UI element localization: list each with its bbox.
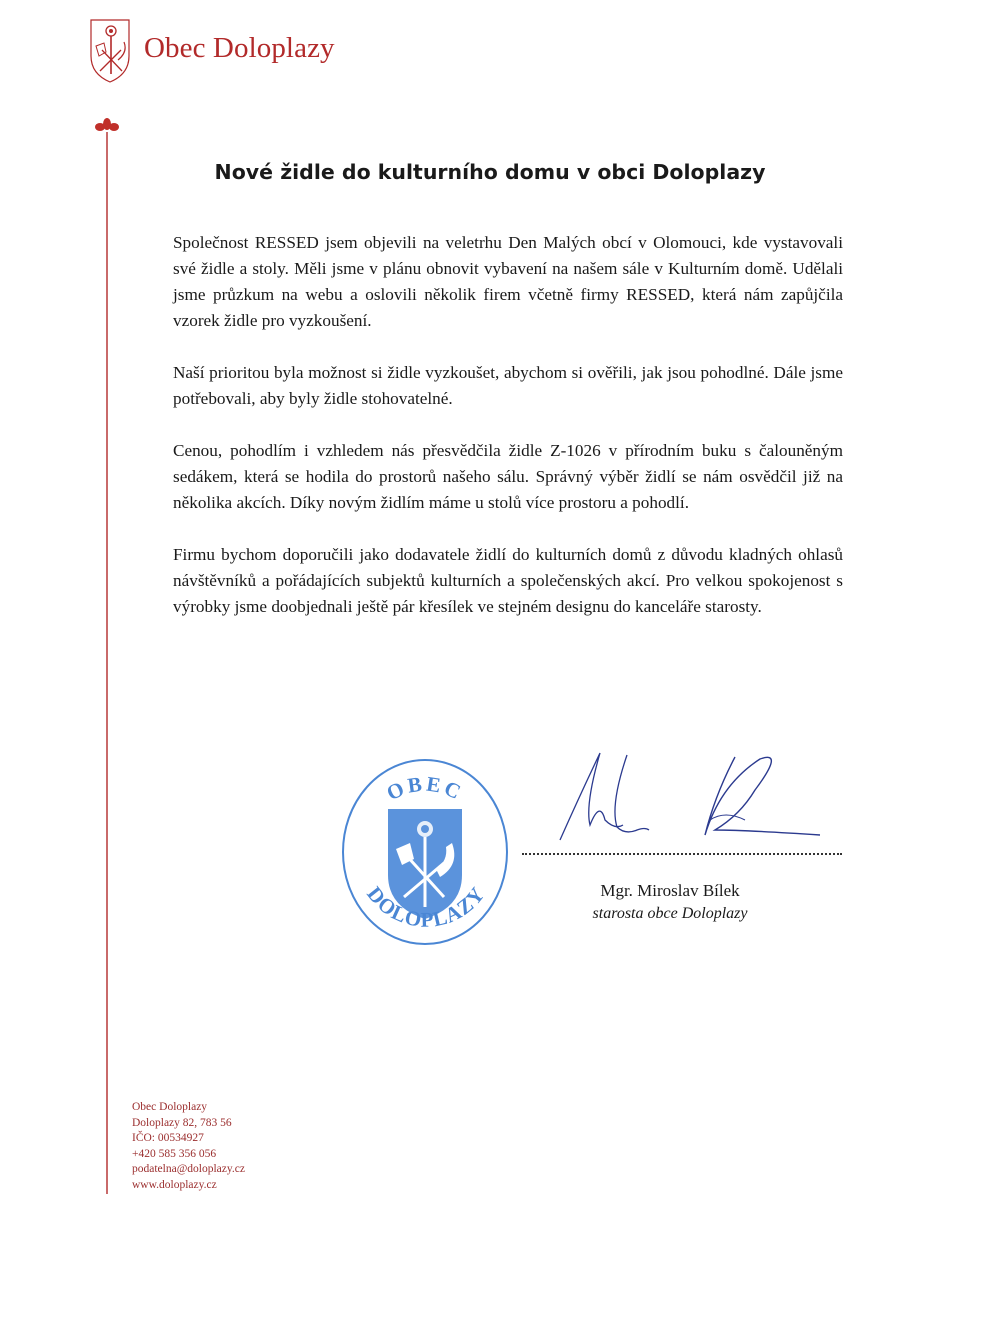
footer-contact: [132, 1100, 245, 1194]
vertical-divider-line: [106, 132, 108, 1194]
paragraph: Naší prioritou byla možnost si židle vyzkoušet, abychom si ověřili, jak jsou pohodlné. Dále jsme potřebovali, aby byly židle stohovatelné.: [173, 363, 843, 408]
footer-org: Obec Doloplazy: [132, 1101, 208, 1113]
footer-ico: IČO: 00534927: [132, 1132, 204, 1145]
handwritten-signature: [555, 745, 830, 845]
signature-line: [522, 853, 842, 855]
svg-text:OBEC: [383, 772, 467, 806]
paragraph: Cenou, pohodlím i vzhledem nás přesvědčila židle Z-1026 v přírodním buku s čalouněným sedákem, která se hodila do prostorů našeho sálu. Správný výběr židlí se nám osvědčil již na několika akcích. Díky novým židlím máme u stolů více prostoru a pohodlí.: [173, 441, 843, 512]
footer-email: podatelna@doloplazy.cz: [132, 1163, 245, 1176]
signer-role: starosta obce Doloplazy: [592, 905, 748, 922]
document-title-text: Nové židle do kulturního domu v obci Doloplazy: [214, 160, 766, 184]
official-stamp: [340, 757, 510, 947]
letterhead: [88, 16, 335, 86]
coat-of-arms-icon: [88, 16, 132, 86]
document-title: [0, 160, 1000, 184]
document-body: [173, 230, 843, 646]
footer-phone: +420 585 356 056: [132, 1147, 217, 1160]
paragraph: Firmu bychom doporučili jako dodavatele židlí do kulturních domů z důvodu kladných ohlasů návštěvníků a pořádajících subjektů kulturních a společenských akcí. Pro velkou spokojenost s výrobky jsme doobjednali ještě pár křesílek ve stejném designu do kanceláře starosty.: [173, 545, 843, 616]
stamp-bottom-text: DOLOPLAZY: [362, 881, 490, 932]
stamp-top-text: OBEC: [382, 771, 468, 806]
signer-name: Mgr. Miroslav Bílek: [600, 881, 740, 900]
footer-website: www.doloplazy.cz: [132, 1178, 217, 1191]
paragraph: Společnost RESSED jsem objevili na veletrhu Den Malých obcí v Olomouci, kde vystavovali své židle a stoly. Měli jsme v plánu obnovit vybavení na našem sále v Kulturním domě. Udělali jsme průzkum na webu a oslovili několik firem včetně firmy RESSED, která nám zapůjčila vzorek židle pro vyzkoušení.: [173, 233, 843, 330]
organization-name: Obec Doloplazy: [144, 31, 335, 64]
footer-address: Doloplazy 82, 783 56: [132, 1116, 232, 1129]
signer-block: [540, 879, 800, 925]
